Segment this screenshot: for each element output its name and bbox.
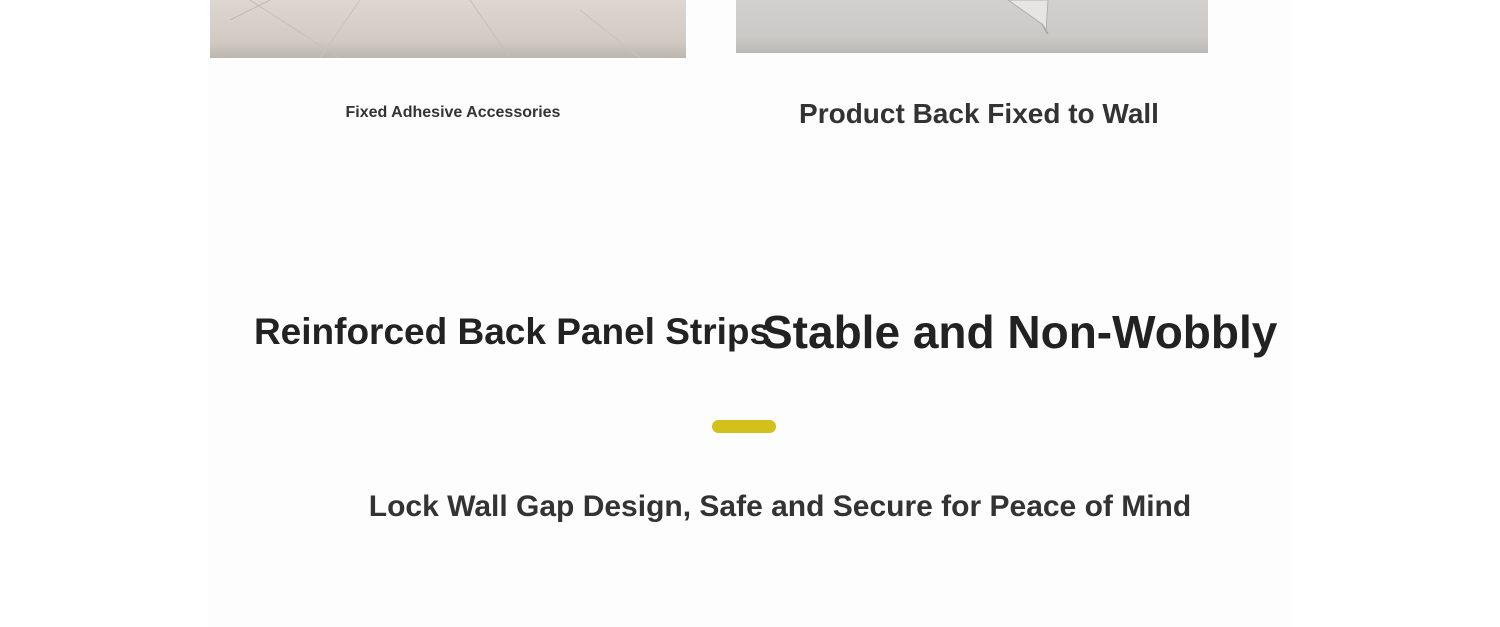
wall-mounted-back-image xyxy=(736,0,1208,53)
adhesive-accessories-photo-icon xyxy=(210,0,686,58)
stable-title: Stable and Non-Wobbly xyxy=(762,306,1278,358)
wall-mounted-back-photo-icon xyxy=(736,0,1208,53)
security-tagline: Lock Wall Gap Design, Safe and Secure for Peace of Mind xyxy=(368,490,1192,523)
wall-mounted-back-caption: Product Back Fixed to Wall xyxy=(799,98,1159,129)
adhesive-accessories-image xyxy=(210,0,686,58)
accent-divider xyxy=(712,420,776,433)
reinforced-strips-title: Reinforced Back Panel Strips xyxy=(253,311,771,352)
adhesive-accessories-caption: Fixed Adhesive Accessories xyxy=(345,104,561,121)
